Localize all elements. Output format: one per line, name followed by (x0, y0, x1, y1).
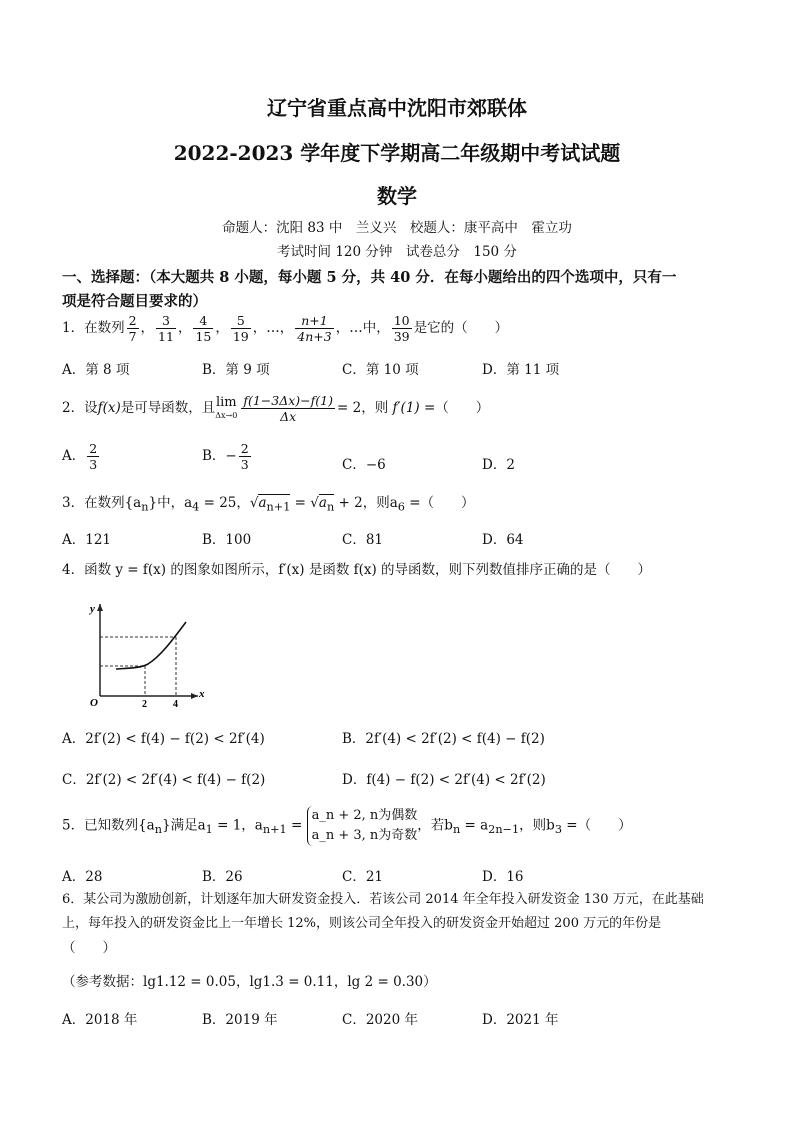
q6-option-b: B．2019 年 (202, 1012, 278, 1028)
q1-frac-3: $\frac{4}{15}$ (195, 313, 212, 344)
q2-option-d: D．2 (482, 457, 515, 473)
time-score-line: 考试时间 120 分钟 试卷总分 150 分 (277, 244, 517, 260)
subject-title: 数学 (377, 184, 417, 208)
q1-option-a: A．第 8 项 (62, 362, 130, 378)
tick-label-4: 4 (173, 699, 178, 708)
question-6-line2: 上，每年投入的研发资金比上一年增长 12%，则该公司全年投入的研发资金开始超过 200 万元的年份是 (62, 916, 662, 931)
q2-limit: lim Δx→0 (215, 394, 238, 420)
q2-option-c: C．−6 (342, 457, 386, 473)
q1-option-b: B．第 9 项 (202, 362, 270, 378)
question-2: 2．设f(x)是可导函数，且 lim Δx→0 $\frac{f(1-3\Delta x)-f(1)}{\Delta x}$ = 2，则 f′(1) =（ ） (62, 393, 490, 424)
q1-option-c: C．第 10 项 (342, 362, 419, 378)
x-axis-arrow (191, 693, 198, 699)
q1-frac-target: $\frac{10}{39}$ (393, 313, 410, 344)
q4-option-a: A．2f′(2) < f(4) − f(2) < 2f′(4) (62, 731, 265, 747)
q5-option-d: D．16 (482, 869, 524, 885)
y-label: y (90, 603, 95, 615)
question-6-reference: （参考数据：lg1.12 = 0.05，lg1.3 = 0.11，lg 2 = 0.30） (62, 974, 437, 990)
section-heading-line1: 一、选择题：（本大题共 8 小题，每小题 5 分，共 40 分．在每小题给出的四个选项中，只有一 (62, 269, 677, 286)
q6-option-c: C．2020 年 (342, 1012, 418, 1028)
question-5: 5．已知数列$\{a_n\}$满足$a_1 = 1$，$a_{n+1}$ = a_n + 2, n为偶数 a_n + 3, n为奇数 ，若$b_n = a_{2n-1}$，则$b_3$ =（ ） (62, 806, 632, 846)
q1-prefix: 1．在数列 (62, 320, 125, 336)
question-1: 1．在数列 $\frac{2}{7}$ ， $\frac{3}{11}$ ， $\frac{4}{15}$ ， $\frac{5}{19}$ ，…， $\frac{n+1}{4n+3}$ ，…中， $\frac{10}{39}$ 是它的（ ） (62, 313, 509, 344)
q3-sqrt-right: $√a_n$ (310, 495, 335, 514)
q4-option-b: B．2f′(4) < 2f′(2) < f(4) − f(2) (342, 731, 545, 747)
q5-option-c: C．21 (342, 869, 384, 885)
exam-title: 2022-2023 学年度下学期高二年级期中考试试题 (173, 141, 621, 165)
question-6-line1: 6．某公司为激励创新，计划逐年加大研发资金投入．若该公司 2014 年全年投入研发资金 130 万元，在此基础 (62, 892, 704, 907)
q3-option-d: D．64 (482, 532, 524, 548)
q2-option-a: A． $\frac{2}{3}$ (62, 441, 98, 472)
origin-label: O (90, 697, 98, 708)
q5-option-a: A．28 (62, 869, 103, 885)
function-graph (86, 598, 206, 708)
section-heading-line2: 项是符合题目要求的） (62, 293, 207, 310)
q4-option-c: C．2f′(2) < 2f′(4) < f(4) − f(2) (62, 772, 266, 788)
q1-frac-general: $\frac{n+1}{4n+3}$ (297, 313, 332, 344)
q5-option-b: B．26 (202, 869, 243, 885)
q1-frac-2: $\frac{3}{11}$ (158, 313, 174, 344)
q1-frac-4: $\frac{5}{19}$ (232, 313, 249, 344)
y-axis-arrow (97, 604, 103, 611)
authors-line: 命题人：沈阳 83 中 兰义兴 校题人：康平高中 霍立功 (222, 220, 572, 236)
q5-piecewise: a_n + 2, n为偶数 a_n + 3, n为奇数 (307, 806, 418, 846)
school-title: 辽宁省重点高中沈阳市郊联体 (267, 96, 527, 120)
x-label: x (199, 688, 205, 700)
q1-frac-1: $\frac{2}{7}$ (128, 313, 137, 344)
q3-sqrt-left: $√a_{n+1}$ (249, 495, 291, 514)
q3-option-c: C．81 (342, 532, 384, 548)
function-curve (116, 622, 186, 669)
q3-option-b: B．100 (202, 532, 252, 548)
q1-option-d: D．第 11 项 (482, 362, 560, 378)
question-4: 4．函数 y = f(x) 的图象如图所示，f′(x) 是函数 f(x) 的导函数，则下列数值排序正确的是（ ） (62, 562, 652, 578)
q2-fraction: $\frac{f(1-3\Delta x)-f(1)}{\Delta x}$ (243, 393, 333, 424)
tick-label-2: 2 (142, 699, 147, 708)
q6-option-d: D．2021 年 (482, 1012, 559, 1028)
question-3: 3．在数列$\{a_n\}$中，$a_4 = 25$，$√a_{n+1} = √a_n + 2$，则$a_6$ =（ ） (62, 495, 475, 514)
q6-option-a: A．2018 年 (62, 1012, 138, 1028)
question-6-line3: （ ） (62, 940, 116, 956)
q4-option-d: D．f(4) − f(2) < 2f′(4) < 2f′(2) (342, 772, 546, 788)
q3-option-a: A．121 (62, 532, 112, 548)
q2-option-b: B．− $\frac{2}{3}$ (202, 441, 249, 472)
